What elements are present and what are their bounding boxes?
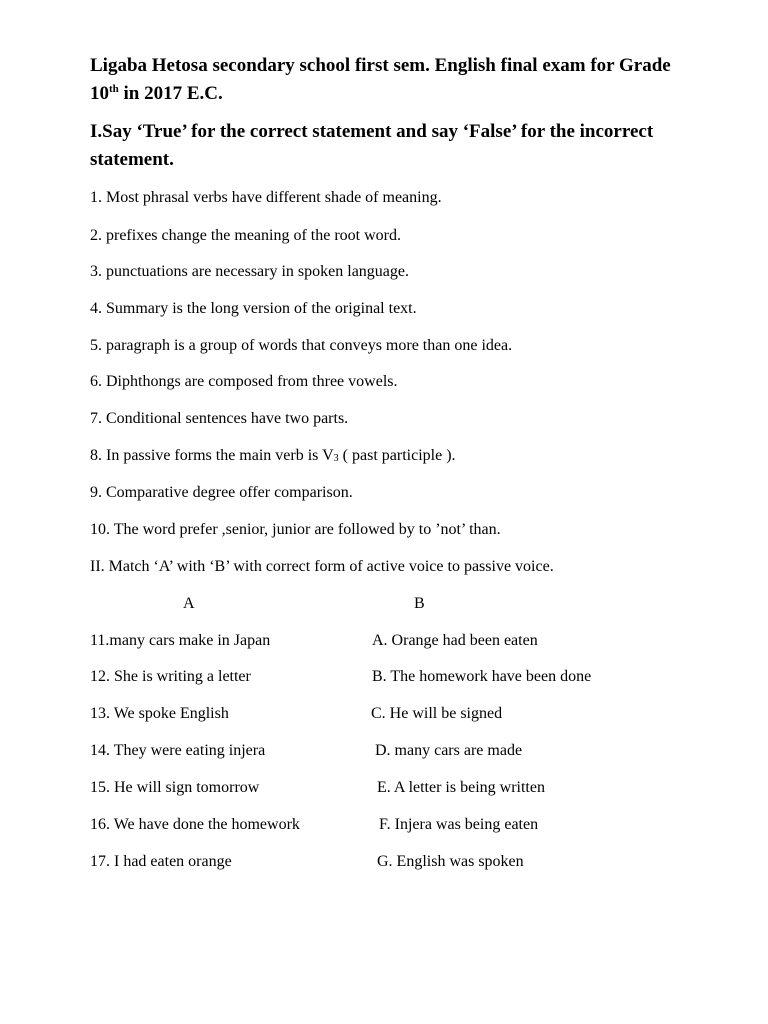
- column-b-label: B: [414, 595, 425, 612]
- title-text: Ligaba Hetosa secondary school first sem. English final exam for Grade 10: [90, 55, 671, 104]
- title-superscript: th: [109, 83, 119, 95]
- match-b-f: F. Injera was being eaten: [379, 816, 539, 833]
- question-8-subscript: 3: [333, 453, 339, 464]
- match-a-14: 14. They were eating injera: [90, 742, 266, 759]
- question-4: 4. Summary is the long version of the original text.: [90, 300, 417, 317]
- question-8: [90, 446, 456, 469]
- match-a-15: 15. He will sign tomorrow: [90, 779, 260, 796]
- question-5: 5. paragraph is a group of words that conveys more than one idea.: [90, 337, 513, 354]
- match-b-b: B. The homework have been done: [372, 668, 592, 685]
- question-8-text: 8. In passive forms the main verb is V: [90, 447, 334, 464]
- match-b-c: C. He will be signed: [371, 705, 503, 722]
- match-b-d: D. many cars are made: [375, 742, 523, 759]
- exam-title: [90, 52, 690, 108]
- question-8-tail: ( past participle ).: [338, 447, 456, 464]
- title-text-end: in 2017 E.C.: [118, 83, 223, 104]
- question-3: 3. punctuations are necessary in spoken language.: [90, 263, 410, 280]
- match-a-16: 16. We have done the homework: [90, 816, 300, 833]
- question-7: 7. Conditional sentences have two parts.: [90, 410, 349, 427]
- question-9: 9. Comparative degree offer comparison.: [90, 484, 353, 501]
- match-a-17: 17. I had eaten orange: [90, 853, 232, 870]
- question-2: 2. prefixes change the meaning of the root word.: [90, 227, 402, 244]
- section-1-heading: I.Say ‘True’ for the correct statement and say ‘False’ for the incorrect statement.: [90, 121, 654, 170]
- column-a-label: A: [183, 595, 195, 612]
- match-a-12: 12. She is writing a letter: [90, 668, 251, 685]
- match-a-11: 11.many cars make in Japan: [90, 632, 271, 649]
- match-b-g: G. English was spoken: [377, 853, 524, 870]
- match-b-a: A. Orange had been eaten: [372, 632, 538, 649]
- section-2-heading: II. Match ‘A’ with ‘B’ with correct form of active voice to passive voice.: [90, 558, 554, 575]
- match-b-e: E. A letter is being written: [377, 779, 545, 796]
- question-1: 1. Most phrasal verbs have different shade of meaning.: [90, 189, 442, 206]
- match-a-13: 13. We spoke English: [90, 705, 229, 722]
- question-6: 6. Diphthongs are composed from three vowels.: [90, 373, 398, 390]
- question-10: 10. The word prefer ,senior, junior are followed by to ’not’ than.: [90, 521, 501, 538]
